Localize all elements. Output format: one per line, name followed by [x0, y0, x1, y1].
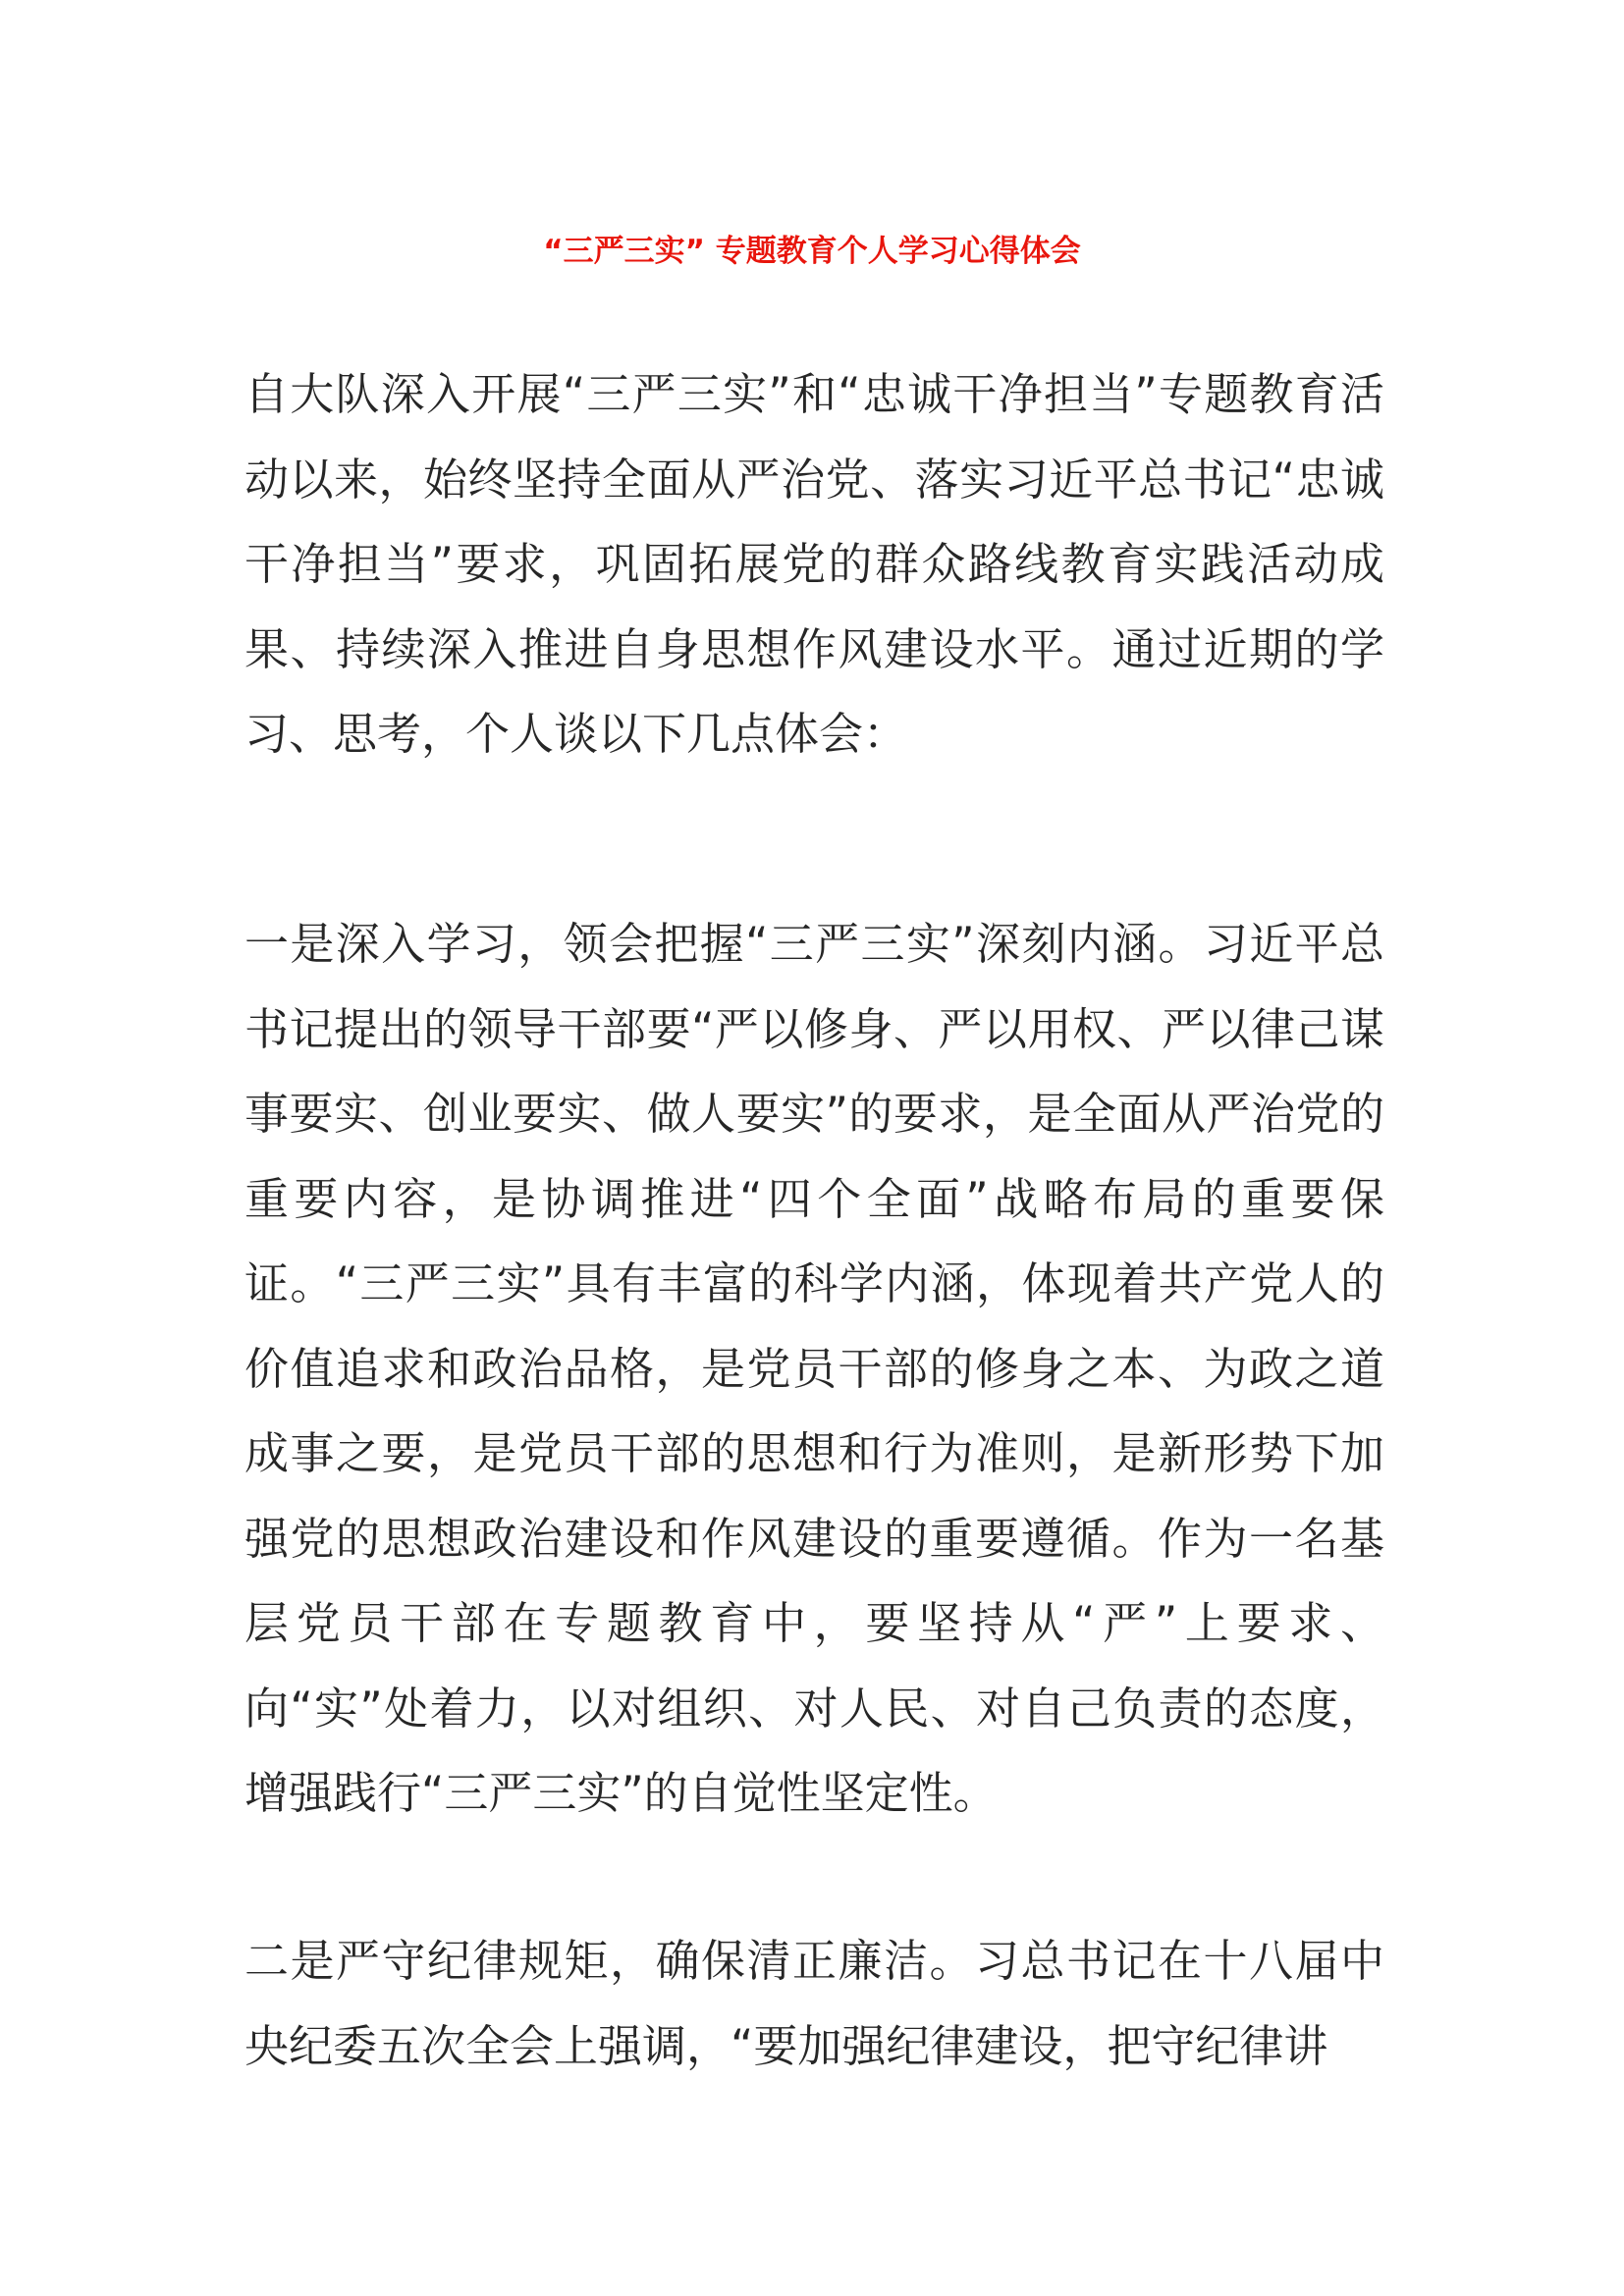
- document-title: “三严三实” 专题教育个人学习心得体会: [543, 234, 1081, 269]
- paragraph-intro: 自大队深入开展“三严三实”和“忠诚干净担当”专题教育活动以来，始终坚持全面从严治党、落实习近平总书记“忠诚干净担当”要求，巩固拓展党的群众路线教育实践活动成果、持续深入推进自身思想作风建设水平。通过近期的学习、思考，个人谈以下几点体会：: [244, 368, 1384, 760]
- paragraph-point-two: 二是严守纪律规矩，确保清正廉洁。习总书记在十八届中央纪委五次全会上强调，“要加强纪律建设，把守纪律讲: [244, 1935, 1384, 2072]
- paragraph-point-one: 一是深入学习，领会把握“三严三实”深刻内涵。习近平总书记提出的领导干部要“严以修身、严以用权、严以律己谋事要实、创业要实、做人要实”的要求，是全面从严治党的重要内容，是协调推进“四个全面”战略布局的重要保证。“三严三实”具有丰富的科学内涵，体现着共产党人的价值追求和政治品格，是党员干部的修身之本、为政之道成事之要，是党员干部的思想和行为准则，是新形势下加强党的思想政治建设和作风建设的重要遵循。作为一名基层党员干部在专题教育中，要坚持从“严”上要求、向“实”处着力，以对组织、对人民、对自己负责的态度，增强践行“三严三实”的自觉性坚定性。: [244, 918, 1384, 1819]
